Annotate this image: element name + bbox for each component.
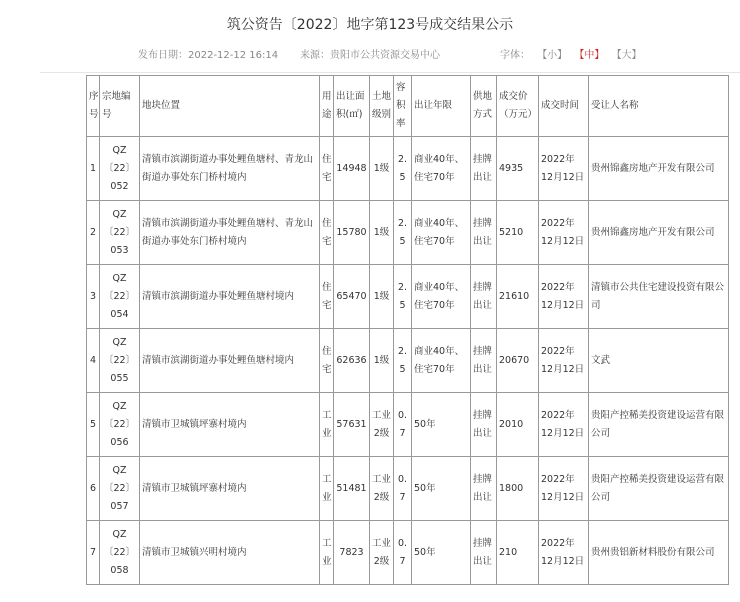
cell-index: 5 (87, 393, 100, 457)
cell-location: 清镇市滨湖街道办事处鲤鱼塘村、青龙山街道办事处东门桥村境内 (140, 201, 320, 265)
source-label: 来源：贵阳市公共资源交易中心 (300, 50, 440, 61)
header-parcel-no: 宗地编号 (100, 76, 140, 137)
header-index: 序号 (87, 76, 100, 137)
cell-grade: 工业2级 (370, 521, 394, 585)
cell-buyer: 贵州锦鑫房地产开发有限公司 (589, 201, 729, 265)
cell-index: 3 (87, 265, 100, 329)
cell-parcel-no: QZ〔22〕053 (100, 201, 140, 265)
header-area: 出让面积(㎡) (334, 76, 370, 137)
cell-date: 2022年12月12日 (539, 521, 589, 585)
header-price: 成交价（万元） (497, 76, 539, 137)
header-use: 用途 (320, 76, 334, 137)
cell-date: 2022年12月12日 (539, 265, 589, 329)
cell-method: 挂牌出让 (471, 137, 497, 201)
cell-index: 2 (87, 201, 100, 265)
header-term: 出让年限 (412, 76, 471, 137)
cell-price: 21610 (497, 265, 539, 329)
cell-method: 挂牌出让 (471, 329, 497, 393)
cell-area: 7823 (334, 521, 370, 585)
table-row (87, 521, 729, 585)
table-row (87, 393, 729, 457)
cell-date: 2022年12月12日 (539, 201, 589, 265)
article-meta (0, 46, 740, 62)
cell-term: 商业40年、住宅70年 (412, 137, 471, 201)
cell-buyer: 文武 (589, 329, 729, 393)
cell-index: 4 (87, 329, 100, 393)
cell-location: 清镇市滨湖街道办事处鲤鱼塘村、青龙山街道办事处东门桥村境内 (140, 137, 320, 201)
header-far: 容积率 (394, 76, 412, 137)
cell-price: 2010 (497, 393, 539, 457)
cell-grade: 工业2级 (370, 457, 394, 521)
cell-price: 4935 (497, 137, 539, 201)
page-title: 筑公资告〔2022〕地字第123号成交结果公示 (226, 17, 514, 33)
cell-price: 5210 (497, 201, 539, 265)
cell-grade: 1级 (370, 329, 394, 393)
cell-area: 14948 (334, 137, 370, 201)
cell-term: 商业40年、住宅70年 (412, 201, 471, 265)
cell-far: 0.7 (394, 521, 412, 585)
cell-use: 工业 (320, 393, 334, 457)
font-size-label: 字体： (500, 50, 530, 61)
cell-area: 51481 (334, 457, 370, 521)
cell-location: 清镇市滨湖街道办事处鲤鱼塘村境内 (140, 265, 320, 329)
cell-buyer: 贵阳产控稀美投资建设运营有限公司 (589, 393, 729, 457)
cell-method: 挂牌出让 (471, 457, 497, 521)
cell-use: 工业 (320, 521, 334, 585)
cell-term: 商业40年、住宅70年 (412, 329, 471, 393)
cell-far: 2.5 (394, 201, 412, 265)
cell-buyer: 贵州锦鑫房地产开发有限公司 (589, 137, 729, 201)
cell-date: 2022年12月12日 (539, 457, 589, 521)
cell-parcel-no: QZ〔22〕052 (100, 137, 140, 201)
cell-buyer: 贵州贵铝新材料股份有限公司 (589, 521, 729, 585)
cell-use: 住宅 (320, 329, 334, 393)
cell-date: 2022年12月12日 (539, 329, 589, 393)
cell-method: 挂牌出让 (471, 265, 497, 329)
cell-parcel-no: QZ〔22〕056 (100, 393, 140, 457)
cell-use: 工业 (320, 457, 334, 521)
cell-date: 2022年12月12日 (539, 393, 589, 457)
cell-parcel-no: QZ〔22〕055 (100, 329, 140, 393)
cell-method: 挂牌出让 (471, 201, 497, 265)
header-grade: 土地级别 (370, 76, 394, 137)
cell-term: 商业40年、住宅70年 (412, 265, 471, 329)
table-row (87, 137, 729, 201)
cell-buyer: 贵阳产控稀美投资建设运营有限公司 (589, 457, 729, 521)
cell-parcel-no: QZ〔22〕057 (100, 457, 140, 521)
header-buyer: 受让人名称 (589, 76, 729, 137)
cell-grade: 工业2级 (370, 393, 394, 457)
font-large-button[interactable]: 【大】 (611, 50, 642, 61)
table-row (87, 265, 729, 329)
cell-use: 住宅 (320, 265, 334, 329)
cell-area: 62636 (334, 329, 370, 393)
table-row (87, 201, 729, 265)
cell-grade: 1级 (370, 201, 394, 265)
cell-index: 1 (87, 137, 100, 201)
cell-far: 0.7 (394, 457, 412, 521)
cell-parcel-no: QZ〔22〕058 (100, 521, 140, 585)
cell-area: 15780 (334, 201, 370, 265)
cell-far: 0.7 (394, 393, 412, 457)
cell-far: 2.5 (394, 265, 412, 329)
cell-far: 2.5 (394, 137, 412, 201)
cell-grade: 1级 (370, 265, 394, 329)
cell-index: 7 (87, 521, 100, 585)
cell-area: 65470 (334, 265, 370, 329)
font-small-button[interactable]: 【小】 (537, 50, 568, 61)
cell-term: 50年 (412, 393, 471, 457)
cell-far: 2.5 (394, 329, 412, 393)
cell-area: 57631 (334, 393, 370, 457)
cell-date: 2022年12月12日 (539, 137, 589, 201)
header-method: 供地方式 (471, 76, 497, 137)
cell-use: 住宅 (320, 201, 334, 265)
font-medium-button[interactable]: 【中】 (574, 50, 605, 61)
header-location: 地块位置 (140, 76, 320, 137)
cell-use: 住宅 (320, 137, 334, 201)
cell-location: 清镇市卫城镇兴明村境内 (140, 521, 320, 585)
cell-location: 清镇市滨湖街道办事处鲤鱼塘村境内 (140, 329, 320, 393)
cell-grade: 1级 (370, 137, 394, 201)
publish-date: 发布日期：2022-12-12 16:14 (138, 50, 279, 61)
font-size-controls (496, 46, 642, 61)
cell-buyer: 清镇市公共住宅建设投资有限公司 (589, 265, 729, 329)
cell-price: 210 (497, 521, 539, 585)
cell-method: 挂牌出让 (471, 393, 497, 457)
cell-term: 50年 (412, 521, 471, 585)
cell-index: 6 (87, 457, 100, 521)
table-row (87, 457, 729, 521)
cell-location: 清镇市卫城镇坪寨村境内 (140, 457, 320, 521)
cell-price: 1800 (497, 457, 539, 521)
header-date: 成交时间 (539, 76, 589, 137)
cell-price: 20670 (497, 329, 539, 393)
table-header-row (87, 76, 729, 137)
cell-parcel-no: QZ〔22〕054 (100, 265, 140, 329)
cell-location: 清镇市卫城镇坪寨村境内 (140, 393, 320, 457)
cell-term: 50年 (412, 457, 471, 521)
table-row (87, 329, 729, 393)
divider (40, 72, 740, 73)
result-table (86, 75, 729, 585)
cell-method: 挂牌出让 (471, 521, 497, 585)
